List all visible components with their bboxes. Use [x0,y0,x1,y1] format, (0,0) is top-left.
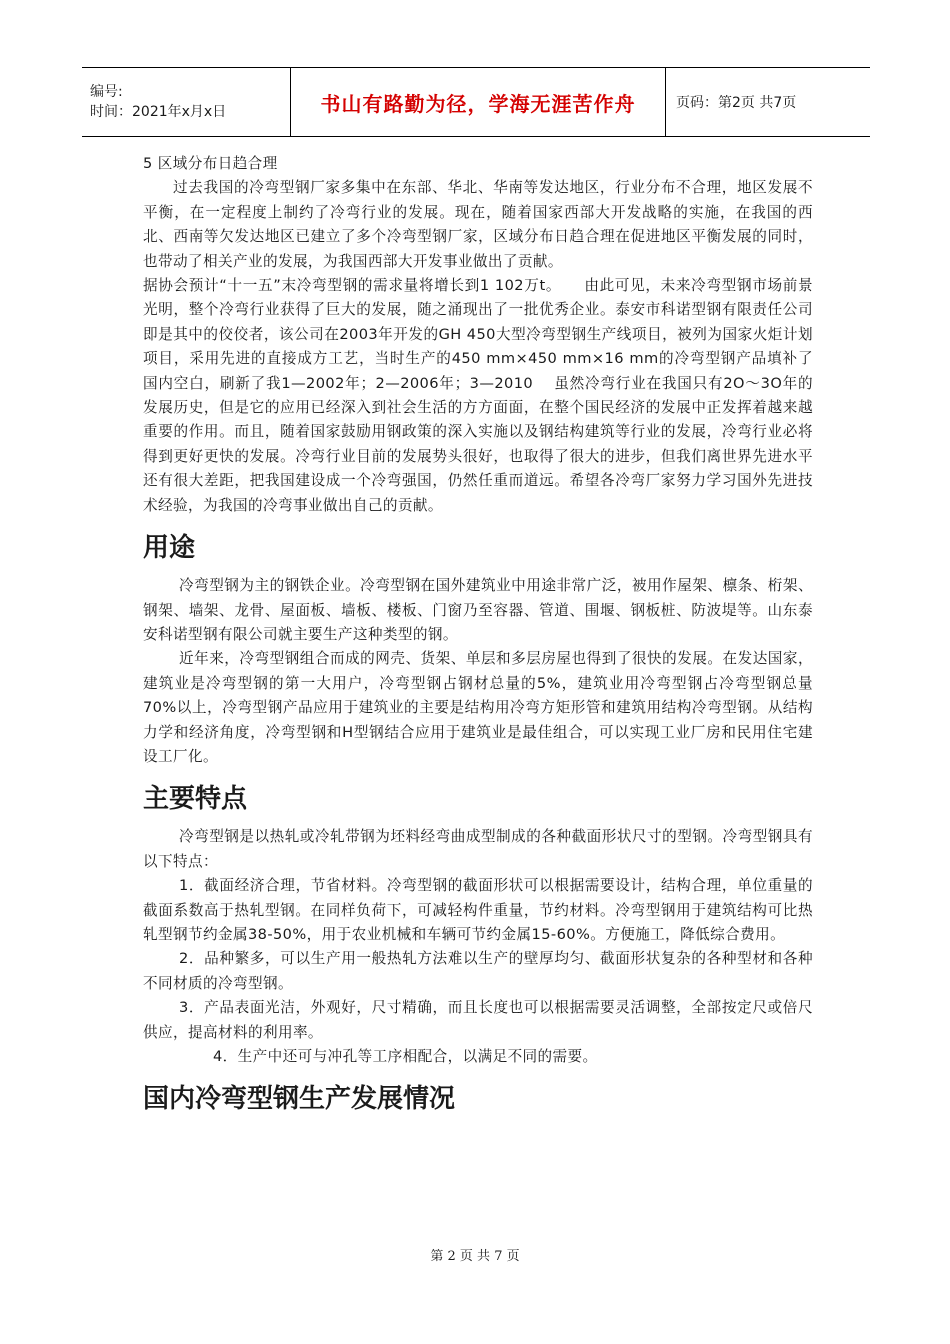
paragraph: 冷弯型钢为主的钢铁企业。冷弯型钢在国外建筑业中用途非常广泛，被用作屋架、檩条、桁架、钢架、墙架、龙骨、屋面板、墙板、楼板、门窗乃至容器、管道、围堰、钢板桩、防波堤等。山东泰安科诺型钢有限公司就主要生产这种类型的钢。 [143,577,813,643]
section-heading-features: 主要特点 [143,784,248,815]
document-header [82,67,870,137]
paragraph: 近年来，冷弯型钢组合而成的网壳、货架、单层和多层房屋也得到了很快的发展。在发达国家，建筑业是冷弯型钢的第一大用户，冷弯型钢占钢材总量的5%，建筑业用冷弯型钢占冷弯型钢总量70%以上，冷弯型钢产品应用于建筑业的主要是结构用冷弯方矩形管和建筑用结构冷弯型钢。从结构力学和经济角度，冷弯型钢和H型钢结合应用于建筑业是最佳组合，可以实现工业厂房和民用住宅建设工厂化。 [143,650,813,765]
list-item: 2．品种繁多，可以生产用一般热轧方法难以生产的壁厚均匀、截面形状复杂的各种型材和各种不同材质的冷弯型钢。 [143,950,813,992]
motto: 书山有路勤为径，学海无涯苦作舟 [320,91,636,116]
section-heading-usage: 用途 [143,533,196,564]
document-body [143,152,813,1125]
header-motto-cell [290,68,666,136]
header-left-cell [82,68,290,136]
paragraph: 冷弯型钢是以热轧或冷轧带钢为坯料经弯曲成型制成的各种截面形状尺寸的型钢。冷弯型钢具有以下特点： [143,828,813,870]
list-item: 3．产品表面光洁，外观好，尺寸精确，而且长度也可以根据需要灵活调整，全部按定尺或倍尺供应，提高材料的利用率。 [143,999,813,1041]
page-footer: 第 2 页 共 7 页 [430,1249,520,1264]
number-label: 编号: [90,84,123,100]
date-label: 时间：2021年x月x日 [90,104,227,120]
list-item: 1．截面经济合理，节省材料。冷弯型钢的截面形状可以根据需要设计，结构合理，单位重量的截面系数高于热轧型钢。在同样负荷下，可减轻构件重量，节约材料。冷弯型钢用于建筑结构可比热轧型钢节约金属38-50%，用于农业机械和车辆可节约金属15-60%。方便施工，降低综合费用。 [143,877,813,943]
list-item: 4．生产中还可与冲孔等工序相配合，以满足不同的需要。 [213,1048,598,1065]
section-title: 5 区域分布日趋合理 [143,155,278,172]
page-label: 页码：第2页 共7页 [676,95,797,111]
header-right-cell [666,68,870,136]
paragraph: 过去我国的冷弯型钢厂家多集中在东部、华北、华南等发达地区，行业分布不合理，地区发展不平衡，在一定程度上制约了冷弯行业的发展。现在，随着国家西部大开发战略的实施，在我国的西北、西南等欠发达地区已建立了多个冷弯型钢厂家，区域分布日趋合理在促进地区平衡发展的同时，也带动了相关产业的发展，为我国西部大开发事业做出了贡献。 [143,179,813,270]
paragraph: 据协会预计“十一五”末冷弯型钢的需求量将增长到1 102万t。 由此可见，未来冷弯型钢市场前景光明，整个冷弯行业获得了巨大的发展，随之涌现出了一批优秀企业。泰安市科诺型钢有限责任公司即是其中的佼佼者，该公司在2003年开发的GH 450大型冷弯型钢生产线项目，被列为国家火炬计划项目，采用先进的直接成方工艺，当时生产的450 mm×450 mm×16 mm的冷弯型钢产品填补了国内空白，刷新了我1—2002年；2—2006年；3—2010 虽然冷弯行业在我国只有2O～3O年的发展历史，但是它的应用已经深入到社会生活的方方面面，在整个国民经济的发展中正发挥着越来越重要的作用。而且，随着国家鼓励用钢政策的深入实施以及钢结构建筑等行业的发展，冷弯行业必将得到更好更快的发展。冷弯行业目前的发展势头很好，也取得了很大的进步，但我们离世界先进水平还有很大差距，把我国建设成一个冷弯强国，仍然任重而道远。希望各冷弯厂家努力学习国外先进技术经验，为我国的冷弯事业做出自己的贡献。 [143,277,813,514]
section-heading-domestic: 国内冷弯型钢生产发展情况 [143,1084,456,1115]
